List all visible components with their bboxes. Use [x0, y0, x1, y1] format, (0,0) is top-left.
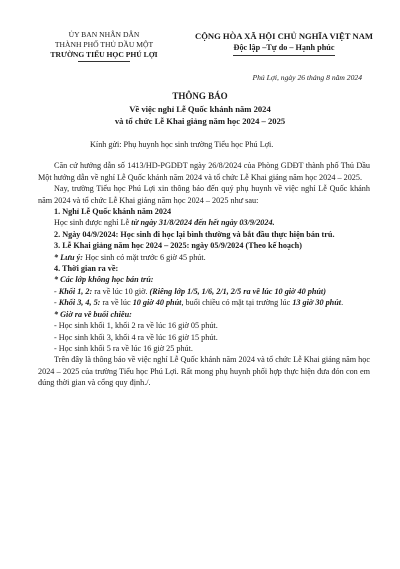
greeting: Kính gửi: Phụ huynh học sinh trường Tiểu học Phú Lợi.	[90, 140, 274, 149]
note-label: * Lưu ý:	[54, 252, 84, 262]
section-4-sub-1: * Các lớp không học bán trú:	[54, 275, 154, 285]
divider	[233, 55, 335, 56]
paragraph-legal-basis: Căn cứ hướng dẫn số 1413/HD-PGDĐT ngày 26/8/2024 của Phòng GDĐT thành phố Thủ Dầu Một hướng dẫn về nghỉ Lễ Quốc khánh năm 2024 và tổ chức Lễ Khai giảng năm học 2024 – 2025.	[38, 161, 370, 182]
grade-3-5-text-c: .	[341, 298, 344, 308]
afternoon-grade-5: - Học sinh khối 5 ra về lúc 16 giờ 25 phút.	[54, 343, 193, 353]
document-subject-line-1: Về việc nghỉ Lễ Quốc khánh năm 2024	[129, 104, 271, 114]
grade-1-2-schedule	[38, 286, 370, 297]
grade-3-5-text-a: ra về lúc	[100, 298, 133, 308]
document-body	[38, 133, 370, 389]
document-subject-line-2: và tổ chức Lễ Khai giảng năm học 2024 – 2025	[114, 116, 286, 126]
section-1-text	[38, 217, 370, 228]
grade-1-2-text: ra về lúc 10 giờ.	[92, 286, 150, 296]
section-4-sub-2: * Giờ ra về buổi chiều:	[54, 309, 132, 319]
note-text: Học sinh có mặt trước 6 giờ 45 phút.	[83, 252, 206, 262]
grade-3-5-label: - Khối 3, 4, 5:	[54, 298, 101, 308]
grade-3-5-schedule	[38, 297, 370, 308]
grade-3-5-time-a: 10 giờ 40 phút	[132, 298, 182, 308]
national-header	[184, 30, 384, 56]
document-heading: THÔNG BÁO	[172, 91, 228, 101]
grade-3-5-time-b: 13 giờ 30 phút	[292, 298, 342, 308]
org-line-2: THÀNH PHỐ THỦ DẦU MỘT	[54, 40, 154, 49]
afternoon-grade-3-4: - Học sinh khối 3, khối 4 ra về lúc 16 giờ 15 phút.	[54, 332, 218, 342]
grade-3-5-text-b: , buổi chiều có mặt tại trường lúc	[181, 298, 293, 308]
section-3-heading: 3. Lễ Khai giảng năm học 2024 – 2025: ngày 05/9/2024 (Theo kế hoạch)	[54, 241, 302, 251]
grade-1-2-exception: (Riêng lớp 1/5, 1/6, 2/1, 2/5 ra về lúc 10 giờ 40 phút)	[149, 286, 326, 296]
section-1-text-a: Học sinh được nghỉ Lễ	[54, 218, 132, 228]
closing-paragraph: Trên đây là thông báo về việc nghỉ Lễ Quốc khánh năm 2024 và tổ chức Lễ Khai giảng năm học 2024 – 2025 của trường Tiểu học Phú Lợi. Rất mong phụ huynh phối hợp thực hiện đưa đón con em đúng thời gian và cổng quy định./.	[38, 355, 370, 388]
document-date: Phú Lợi, ngày 26 tháng 8 năm 2024	[252, 73, 362, 82]
divider	[78, 61, 130, 62]
afternoon-grade-1-2: - Học sinh khối 1, khối 2 ra về lúc 16 giờ 05 phút.	[54, 321, 218, 331]
section-1-dates: từ ngày 31/8/2024 đến hết ngày 03/9/2024.	[131, 218, 275, 228]
national-motto: Độc lập –Tự do – Hạnh phúc	[233, 43, 335, 52]
school-name: TRƯỜNG TIỂU HỌC PHÚ LỢI	[50, 50, 158, 59]
grade-1-2-label: - Khối 1, 2:	[54, 286, 93, 296]
section-3-note	[38, 252, 370, 263]
org-line-1: ỦY BAN NHÂN DÂN	[68, 30, 140, 39]
section-2: 2. Ngày 04/9/2024: Học sinh đi học lại bình thường và bắt đầu thực hiện bán trú.	[54, 229, 335, 239]
issuing-authority	[34, 30, 174, 62]
section-1-heading: 1. Nghỉ Lễ Quốc khánh năm 2024	[54, 207, 172, 217]
paragraph-announcement: Nay, trường Tiểu học Phú Lợi xin thông báo đến quý phụ huynh về việc nghỉ Lễ Quốc khánh năm 2024 và tổ chức Lễ Khai giảng năm học 2024 – 2025 như sau:	[38, 184, 370, 205]
country-name: CỘNG HÒA XÃ HỘI CHỦ NGHĨA VIỆT NAM	[194, 31, 374, 41]
section-4-heading: 4. Thời gian ra về:	[54, 264, 119, 274]
